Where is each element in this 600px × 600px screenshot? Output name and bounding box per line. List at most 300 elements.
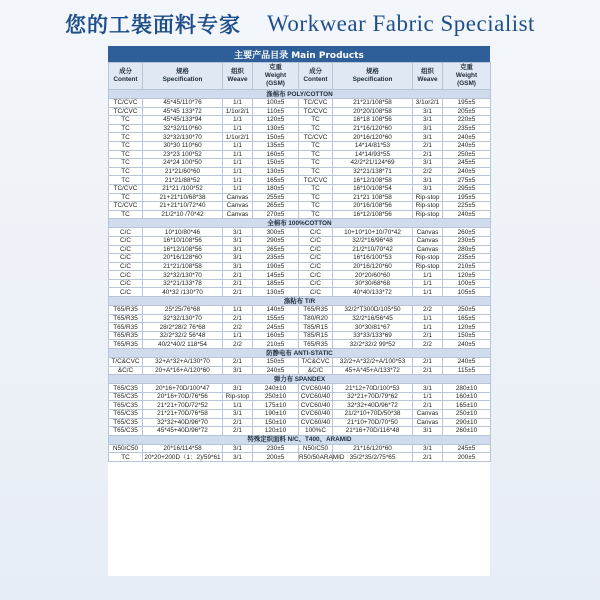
table-cell: 21*21/88*52: [143, 176, 223, 185]
table-cell: TC: [299, 141, 333, 150]
table-cell: 3/1: [223, 262, 253, 271]
table-cell: T65/R35: [109, 331, 143, 340]
table-cell: 21/2*10+70D/50*38: [333, 410, 413, 419]
column-header: [143, 63, 223, 90]
table-cell: 235±5: [443, 124, 491, 133]
table-cell: TC: [299, 202, 333, 211]
table-cell: 10+10*10+10/70*42: [333, 228, 413, 237]
table-cell: 32/2*16/56*45: [333, 314, 413, 323]
table-row: [109, 245, 491, 254]
table-cell: 32*32/110*60: [143, 124, 223, 133]
table-cell: 100%C: [299, 427, 333, 436]
table-cell: TC/CVC: [299, 133, 333, 142]
table-cell: 3/1: [413, 176, 443, 185]
table-cell: 30*30/68*68: [333, 279, 413, 288]
table-cell: 210±5: [253, 340, 299, 349]
table-row: [109, 202, 491, 211]
table-cell: 1/1: [223, 124, 253, 133]
table-cell: Canvas: [413, 418, 443, 427]
table-cell: 245±5: [253, 323, 299, 332]
table-cell: 130±5: [253, 288, 299, 297]
table-cell: 265±5: [253, 202, 299, 211]
table-cell: 32*21/133*78: [143, 279, 223, 288]
title-english: Workwear Fabric Specialist: [267, 11, 535, 36]
table-cell: C/C: [299, 228, 333, 237]
column-header-line: Weight: [455, 72, 478, 79]
table-cell: 100±5: [253, 99, 299, 108]
table-cell: 3/1: [223, 254, 253, 263]
table-cell: 1/1: [223, 99, 253, 108]
table-cell: C/C: [109, 262, 143, 271]
table-cell: TC/CVC: [299, 176, 333, 185]
table-cell: C/C: [109, 228, 143, 237]
table-cell: 245±5: [443, 444, 491, 453]
table-cell: 2/2: [223, 323, 253, 332]
table-row: [109, 288, 491, 297]
table-cell: T65/C35: [109, 392, 143, 401]
table-cell: 1/1: [223, 331, 253, 340]
table-row: [109, 358, 491, 367]
table-cell: 21/2*10/70*42: [333, 245, 413, 254]
table-cell: 120±10: [253, 427, 299, 436]
table-cell: 1/1: [223, 184, 253, 193]
table-cell: 1/1: [413, 288, 443, 297]
section-header-row: [109, 297, 491, 306]
column-header: [413, 63, 443, 90]
section-header-row: [109, 435, 491, 444]
table-cell: 150±5: [253, 133, 299, 142]
table-cell: 42/2*21/124*69: [333, 159, 413, 168]
column-header: [109, 63, 143, 90]
table-cell: 260±5: [443, 228, 491, 237]
table-cell: 290±5: [253, 236, 299, 245]
table-cell: Canvas: [223, 193, 253, 202]
section-title: 全棉布 100%COTTON: [109, 219, 491, 228]
table-cell: 21*21 /100*52: [143, 184, 223, 193]
column-header: [253, 63, 299, 90]
table-cell: 140±5: [253, 306, 299, 315]
table-cell: TC/CVC: [109, 202, 143, 211]
table-cell: 21*12+70D/100*53: [333, 384, 413, 393]
table-cell: C/C: [109, 236, 143, 245]
table-cell: TC: [109, 150, 143, 159]
column-header-line: Content: [113, 76, 138, 83]
table-cell: 2/1: [223, 279, 253, 288]
column-header-line: Specification: [352, 76, 393, 83]
section-title: 弹力布 SPANDEX: [109, 375, 491, 384]
table-cell: 32*32/130*70: [143, 314, 223, 323]
table-cell: 1/1: [413, 271, 443, 280]
table-cell: 1/1or2/1: [223, 133, 253, 142]
table-cell: C/C: [109, 254, 143, 263]
table-cell: 40/2*40/2 118*54: [143, 340, 223, 349]
table-cell: CVC60/40: [299, 392, 333, 401]
table-cell: Rip-stop: [413, 262, 443, 271]
table-cell: TC: [109, 210, 143, 219]
table-cell: 2/2: [223, 340, 253, 349]
table-cell: 265±5: [253, 245, 299, 254]
table-cell: 130±5: [253, 167, 299, 176]
table-cell: TC/CVC: [299, 107, 333, 116]
table-cell: TC: [109, 116, 143, 125]
table-cell: 32*32/130*70: [143, 133, 223, 142]
table-cell: 3/1: [223, 453, 253, 462]
table-cell: C/C: [299, 262, 333, 271]
table-cell: C/C: [299, 288, 333, 297]
table-cell: 200±5: [253, 453, 299, 462]
table-cell: 2/1: [413, 358, 443, 367]
table-cell: 20*16/108*56: [333, 202, 413, 211]
table-cell: 21/2*10 /70*42: [143, 210, 223, 219]
table-cell: 2/2: [413, 306, 443, 315]
table-row: [109, 133, 491, 142]
table-row: [109, 366, 491, 375]
table-row: [109, 141, 491, 150]
table-cell: TC: [299, 184, 333, 193]
table-cell: 130±5: [253, 124, 299, 133]
table-cell: 20*16+70D/76*56: [143, 392, 223, 401]
table-cell: 1/1: [223, 150, 253, 159]
column-header-line: 克重: [269, 64, 282, 71]
table-cell: 105±5: [443, 288, 491, 297]
table-cell: 3/1: [223, 245, 253, 254]
table-cell: TC: [109, 133, 143, 142]
table-cell: 32*32+40D/96*70: [143, 418, 223, 427]
table-cell: TC/CVC: [109, 184, 143, 193]
table-row: [109, 99, 491, 108]
column-header-line: 成分: [309, 68, 322, 75]
table-cell: Canvas: [413, 410, 443, 419]
column-header-line: Weight: [264, 72, 287, 79]
table-cell: 240±5: [443, 340, 491, 349]
table-cell: 150±5: [253, 358, 299, 367]
table-cell: 180±5: [253, 184, 299, 193]
title-chinese: 您的工裝面料专家: [65, 12, 242, 37]
table-cell: TC/CVC: [299, 99, 333, 108]
table-row: [109, 236, 491, 245]
table-row: [109, 306, 491, 315]
table-cell: 21*16/120*60: [333, 124, 413, 133]
table-row: [109, 254, 491, 263]
table-cell: 250±5: [443, 150, 491, 159]
table-cell: 25*25/76*68: [143, 306, 223, 315]
section-title: 涤棉布 POLY/COTTON: [109, 90, 491, 99]
table-cell: T85/R15: [299, 331, 333, 340]
table-row: [109, 271, 491, 280]
table-cell: 21*21/108*58: [333, 99, 413, 108]
table-cell: T/C&CVC: [109, 358, 143, 367]
table-cell: 32+A*32+A/130*70: [143, 358, 223, 367]
table-cell: N50/C50: [299, 444, 333, 453]
table-cell: 145±5: [253, 271, 299, 280]
table-cell: 32*32/130*70: [143, 271, 223, 280]
table-cell: 3/1: [413, 124, 443, 133]
table-row: [109, 107, 491, 116]
table-cell: CVC60/40: [299, 418, 333, 427]
table-cell: 240±5: [443, 358, 491, 367]
table-cell: 2/1: [223, 427, 253, 436]
table-cell: 20*16+70D/100*47: [143, 384, 223, 393]
table-cell: 40*32 /130*70: [143, 288, 223, 297]
table-cell: TC: [109, 193, 143, 202]
table-cell: R50/50ARAMID: [299, 453, 345, 461]
table-cell: 3/1: [413, 184, 443, 193]
table-row: [109, 124, 491, 133]
table-cell: T/C&CVC: [299, 358, 333, 367]
table-cell: 16*12/108*56: [143, 245, 223, 254]
table-cell: 32*21+70D/79*62: [333, 392, 413, 401]
table-cell: 45*45/133*94: [143, 116, 223, 125]
table-cell: 110±5: [253, 107, 299, 116]
table-cell: C/C: [299, 254, 333, 263]
table-cell: 20*20/60*60: [333, 271, 413, 280]
table-cell: 32/2*32/2 56*48: [143, 331, 223, 340]
table-cell: 2/1: [223, 358, 253, 367]
column-header-line: 组织: [421, 68, 434, 75]
table-cell: T65/R35: [109, 314, 143, 323]
column-header-line: Weave: [227, 76, 248, 83]
table-cell: 3/1: [413, 384, 443, 393]
table-cell: 295±5: [443, 184, 491, 193]
table-cell: T65/C35: [109, 384, 143, 393]
table-cell: 1/1: [223, 141, 253, 150]
table-cell: 2/1: [413, 366, 443, 375]
table-cell: TC: [299, 210, 333, 219]
table-cell: 165±10: [443, 401, 491, 410]
table-cell: C/C: [299, 245, 333, 254]
table-cell: 2/1: [223, 314, 253, 323]
table-cell: 23*23 100*52: [143, 150, 223, 159]
table-cell: C/C: [109, 271, 143, 280]
table-cell: 1/1: [223, 306, 253, 315]
table-row: [109, 279, 491, 288]
table-cell: T85/R15: [299, 323, 333, 332]
table-cell: 160±5: [253, 331, 299, 340]
section-header-row: [109, 349, 491, 358]
column-header-line: Content: [303, 76, 328, 83]
table-cell: 40*40/133*72: [333, 288, 413, 297]
table-cell: 255±5: [253, 193, 299, 202]
table-cell: TC: [299, 124, 333, 133]
table-cell: 150±5: [253, 159, 299, 168]
table-row: [109, 167, 491, 176]
column-header: [223, 63, 253, 90]
table-cell: 290±10: [443, 418, 491, 427]
table-cell: 1/1: [223, 159, 253, 168]
column-header-line: (GSM): [457, 80, 476, 87]
table-row: [109, 184, 491, 193]
table-cell: 115±5: [443, 366, 491, 375]
section-header-row: [109, 90, 491, 99]
table-row: [109, 331, 491, 340]
table-header-row: [109, 63, 491, 90]
product-table: [108, 62, 491, 462]
table-cell: C/C: [299, 236, 333, 245]
table-row: [109, 193, 491, 202]
table-cell: 235±5: [443, 254, 491, 263]
table-cell: 280±10: [443, 384, 491, 393]
table-body: [109, 90, 491, 462]
table-cell: 30*30/81*67: [333, 323, 413, 332]
table-cell: 32/2*T300D/105*50: [333, 306, 413, 315]
column-header-line: 组织: [231, 68, 244, 75]
table-cell: TC: [109, 176, 143, 185]
table-cell: 1/1: [223, 401, 253, 410]
table-cell: C/C: [109, 279, 143, 288]
table-cell: T65/R35: [299, 306, 333, 315]
table-cell: 230±5: [253, 444, 299, 453]
column-header: [299, 63, 333, 90]
table-cell: 240±5: [443, 133, 491, 142]
table-row: [109, 444, 491, 453]
table-cell: 21*21/108*58: [143, 262, 223, 271]
section-title: 防静电布 ANTI-STATIC: [109, 349, 491, 358]
table-cell: 240±10: [253, 384, 299, 393]
table-cell: 240±5: [443, 167, 491, 176]
table-cell: 195±5: [443, 99, 491, 108]
table-cell: 2/1: [413, 150, 443, 159]
table-cell: 2/1: [413, 401, 443, 410]
table-row: [109, 262, 491, 271]
table-cell: 21*10+70D/70*50: [333, 418, 413, 427]
table-cell: &C/C: [109, 366, 143, 375]
table-cell: 45*45/110*76: [143, 99, 223, 108]
table-cell: 300±5: [253, 228, 299, 237]
table-cell: 120±5: [443, 271, 491, 280]
table-cell: TC: [299, 150, 333, 159]
table-cell: 20+A*16+A/120*60: [143, 366, 223, 375]
table-cell: 165±5: [443, 314, 491, 323]
column-header-line: Specification: [162, 76, 203, 83]
table-cell: Rip-stop: [413, 202, 443, 211]
table-row: [109, 323, 491, 332]
column-header-line: Weave: [417, 76, 438, 83]
table-cell: 45*45+40D/96*72: [143, 427, 223, 436]
table-cell: 195±5: [443, 193, 491, 202]
table-cell: 32*21/138*71: [333, 167, 413, 176]
table-cell: 250±10: [253, 392, 299, 401]
table-cell: 3/1: [413, 116, 443, 125]
table-row: [109, 150, 491, 159]
table-cell: 30*30 110*60: [143, 141, 223, 150]
table-cell: 175±10: [253, 401, 299, 410]
section-title: 涤粘布 T/R: [109, 297, 491, 306]
column-header-line: (GSM): [266, 80, 285, 87]
table-cell: 20*16/114*58: [143, 444, 223, 453]
table-cell: C/C: [299, 271, 333, 280]
table-cell: CVC60/40: [299, 410, 333, 419]
table-cell: 210±5: [443, 262, 491, 271]
table-cell: TC/CVC: [109, 107, 143, 116]
page-header: [0, 6, 600, 42]
table-cell: 3/1: [413, 427, 443, 436]
table-cell: 32/2+A*32/2+A/100*53: [333, 358, 413, 367]
table-cell: 3/1: [223, 366, 253, 375]
table-cell: TC: [299, 116, 333, 125]
table-cell: 260±10: [443, 427, 491, 436]
table-cell: &C/C: [299, 366, 333, 375]
table-cell: 3/1: [223, 444, 253, 453]
table-cell: T65/C35: [109, 410, 143, 419]
table-cell: T65/R35: [109, 306, 143, 315]
table-cell: T80/R20: [299, 314, 333, 323]
column-header-line: 规格: [366, 68, 379, 75]
table-cell: Rip-stop: [413, 210, 443, 219]
table-cell: 20*16/128*60: [143, 254, 223, 263]
table-cell: T65/C35: [109, 401, 143, 410]
table-cell: 2/1: [413, 141, 443, 150]
table-cell: 250±5: [443, 306, 491, 315]
table-cell: TC: [299, 159, 333, 168]
table-row: [109, 418, 491, 427]
table-cell: 45*45 133*72: [143, 107, 223, 116]
table-cell: T65/R35: [299, 340, 333, 349]
table-cell: 16*12/108*56: [333, 210, 413, 219]
table-cell: Canvas: [413, 228, 443, 237]
table-row: [109, 159, 491, 168]
table-cell: 16*10/108*54: [333, 184, 413, 193]
table-cell: 1/1: [223, 176, 253, 185]
table-cell: 235±5: [253, 254, 299, 263]
column-header: [443, 63, 491, 90]
table-cell: C/C: [299, 279, 333, 288]
table-cell: 2/1: [413, 331, 443, 340]
table-row: [109, 314, 491, 323]
table-cell: 155±5: [253, 314, 299, 323]
table-cell: 150±10: [253, 418, 299, 427]
table-cell: 1/1: [223, 116, 253, 125]
table-cell: 165±5: [253, 176, 299, 185]
table-cell: Rip-stop: [413, 254, 443, 263]
table-cell: 160±5: [253, 150, 299, 159]
table-cell: 3/1: [223, 410, 253, 419]
table-cell: Canvas: [223, 210, 253, 219]
table-cell: 3/1: [223, 384, 253, 393]
table-cell: 2/1: [223, 418, 253, 427]
column-header-line: 克重: [460, 64, 473, 71]
table-cell: 21*16/120*60: [333, 444, 413, 453]
table-cell: 10*10/80*46: [143, 228, 223, 237]
table-cell: 21*21 108*58: [333, 193, 413, 202]
table-cell: 190±5: [253, 262, 299, 271]
table-cell: Canvas: [223, 202, 253, 211]
table-cell: Canvas: [413, 245, 443, 254]
table-cell: 280±5: [443, 245, 491, 254]
table-cell: TC/CVC: [109, 99, 143, 108]
table-cell: 185±5: [253, 279, 299, 288]
table-cell: 16*12/108*58: [333, 176, 413, 185]
table-cell: 32*32+40D/96*72: [333, 401, 413, 410]
table-cell: T65/C35: [109, 427, 143, 436]
product-catalog-sheet: [108, 46, 490, 576]
table-cell: 240±5: [253, 366, 299, 375]
table-cell: C/C: [109, 245, 143, 254]
section-title: 特殊定织面料 N/C、T400、ARAMID: [109, 435, 491, 444]
table-cell: 220±5: [443, 116, 491, 125]
table-cell: 16*16/100*53: [333, 254, 413, 263]
table-cell: 3/1: [223, 236, 253, 245]
table-cell: 3/1or2/1: [413, 99, 443, 108]
column-header-line: 成分: [119, 68, 132, 75]
table-cell: T65/R35: [109, 323, 143, 332]
table-cell: 21*21/60*60: [143, 167, 223, 176]
table-cell: 1/1: [413, 314, 443, 323]
table-cell: 14*14/93*55: [333, 150, 413, 159]
table-cell: 1/1: [413, 392, 443, 401]
table-cell: 3/1: [413, 107, 443, 116]
table-cell: 20*16/120*60: [333, 133, 413, 142]
table-cell: 225±5: [443, 202, 491, 211]
